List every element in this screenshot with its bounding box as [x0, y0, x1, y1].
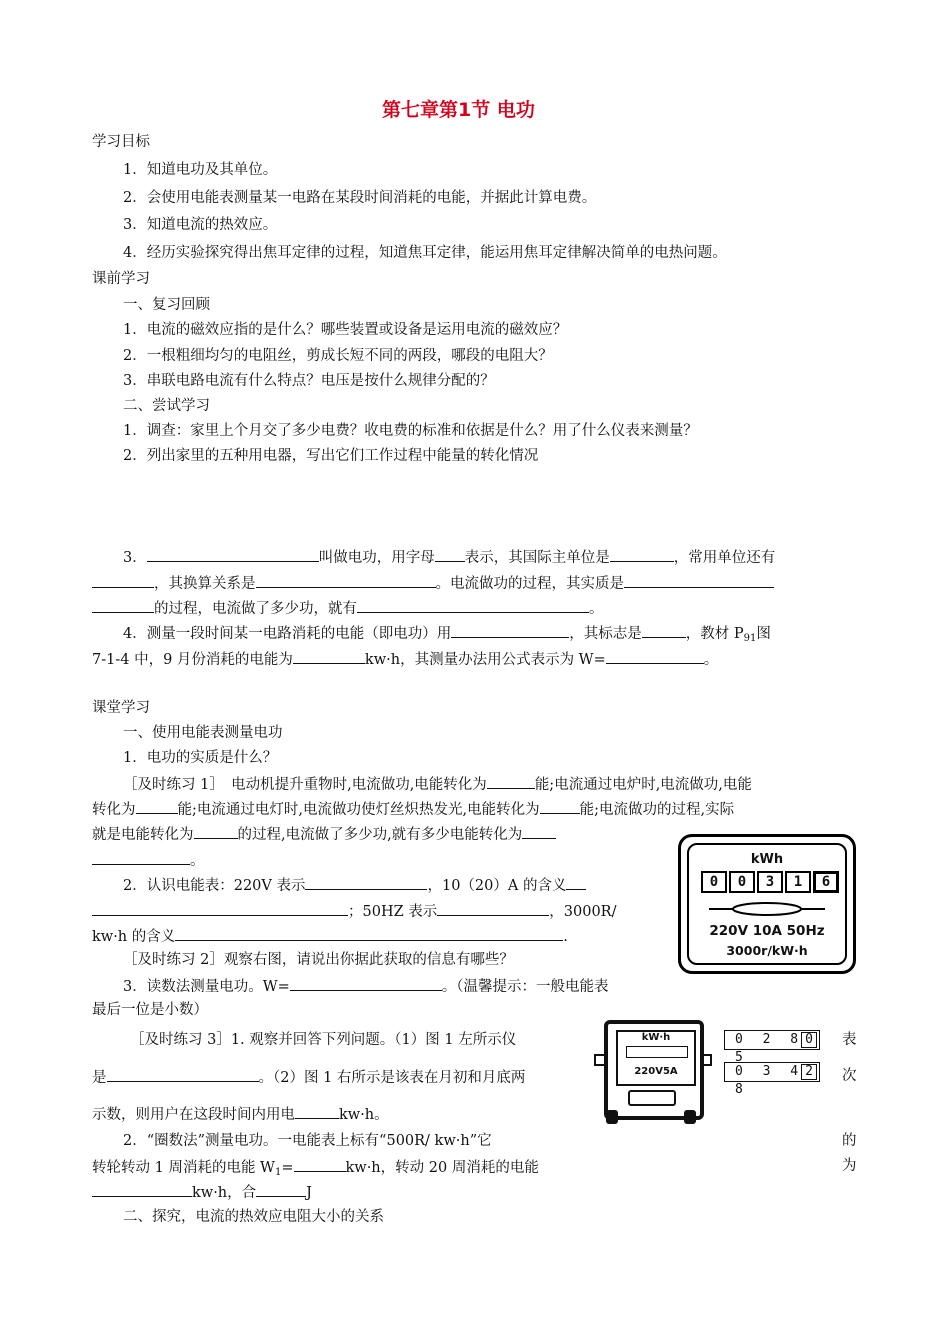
- blank[interactable]: [294, 1156, 346, 1172]
- meter-unit-label: kW·h: [641, 1032, 671, 1043]
- reading-decimal: 2: [801, 1064, 817, 1080]
- exercise-3-line1: ［及时练习 3］1. 观察并回答下列问题。（1）图 1 左所示仪: [130, 1032, 517, 1048]
- try-item: 2．列出家里的五种用电器，写出它们工作过程中能量的转化情况: [123, 448, 539, 464]
- ring-method-line1: 2．“圈数法”测量电功。一电能表上标有“500R/ kw·h”它: [123, 1133, 492, 1149]
- question-3-line1: 3． 叫做电功，用字母 表示，其国际主单位是 ，常用单位还有: [123, 546, 775, 568]
- classroom-heading: 课堂学习: [92, 700, 150, 716]
- classroom-question-2-line3: kw·h 的含义 .: [92, 925, 568, 947]
- blank[interactable]: [522, 823, 556, 839]
- reading-decimal: 0: [801, 1032, 817, 1048]
- blank[interactable]: [92, 900, 348, 916]
- meter-digit-display: [701, 871, 839, 893]
- meter-rating: 220V 10A 50Hz: [709, 923, 825, 939]
- blank[interactable]: [290, 975, 442, 991]
- meter-leg-icon: [684, 1110, 696, 1124]
- exercise-3-line2-end: 次: [842, 1068, 857, 1084]
- meter-digit: 0: [729, 871, 755, 893]
- exercise-3-line2: 是 。（2）图 1 右所示是该表在月初和月底两: [92, 1066, 525, 1088]
- exercise-2: ［及时练习 2］观察右图，请说出你据此获取的信息有哪些？: [123, 952, 514, 968]
- meter-leg-icon: [606, 1110, 618, 1124]
- classroom-question-2-line1: 2．认识电能表：220V 表示 ，10（20）A 的含义: [123, 874, 586, 896]
- meter-rating: 220V5A: [634, 1066, 678, 1077]
- goal-item: 1．知道电功及其单位。: [123, 162, 278, 178]
- meter-digit: 0: [701, 871, 727, 893]
- blank[interactable]: [610, 546, 674, 562]
- exercise-3-line1-end: 表: [842, 1032, 857, 1048]
- meter-reading-start: [724, 1030, 820, 1065]
- meter-unit-label: kWh: [750, 852, 784, 867]
- goal-item: 4．经历实验探究得出焦耳定律的过程，知道焦耳定律，能运用焦耳定律解决简单的电热问题。: [123, 245, 727, 261]
- page-title: 第七章第1节 电功: [382, 99, 535, 121]
- meter-digit-decimal: 6: [813, 871, 839, 893]
- terminal-box: [628, 1090, 676, 1106]
- rotating-disc-icon: [709, 901, 825, 917]
- meter-device-figure: [592, 1012, 716, 1124]
- exercise-1-line3: 就是电能转化为 的过程,电流做了多少功,就有多少电能转化为: [92, 823, 556, 845]
- classroom-question-3-line1: 3．读数法测量电功。W= 。（温馨提示：一般电能表: [123, 975, 609, 997]
- blank[interactable]: [435, 546, 465, 562]
- blank[interactable]: [606, 648, 704, 664]
- ring-method-line1-end: 的: [842, 1133, 857, 1149]
- blank[interactable]: [92, 1181, 192, 1197]
- question-3-line2: ，其换算关系是 。电流做功的过程，其实质是: [92, 572, 774, 594]
- prestudy-heading: 课前学习: [92, 271, 150, 287]
- blank[interactable]: [256, 1181, 306, 1197]
- blank[interactable]: [305, 874, 427, 890]
- meter-digit: 3: [757, 871, 783, 893]
- blank[interactable]: [147, 546, 319, 562]
- blank[interactable]: [295, 1103, 339, 1119]
- meter-body: [604, 1020, 704, 1120]
- review-heading: 一、复习回顾: [123, 297, 210, 313]
- classroom-question-2-line2: ；50HZ 表示 ，3000R/: [92, 900, 617, 922]
- section-2-heading: 二、探究，电流的热效应电阻大小的关系: [123, 1209, 384, 1225]
- meter-digit: 1: [785, 871, 811, 893]
- meter-window: [616, 1030, 696, 1086]
- try-heading: 二、尝试学习: [123, 398, 210, 414]
- blank[interactable]: [624, 572, 774, 588]
- blank[interactable]: [107, 1066, 259, 1082]
- blank[interactable]: [136, 798, 178, 814]
- try-item: 1．调查：家里上个月交了多少电费？收电费的标准和依据是什么？用了什么仪表来测量？: [123, 423, 698, 439]
- blank[interactable]: [566, 874, 586, 890]
- question-4-line2: 7-1-4 中，9 月份消耗的电能为 kw·h，其测量办法用公式表示为 W= 。: [92, 648, 718, 670]
- blank[interactable]: [642, 622, 686, 638]
- reading-digits: 0 3 4 8: [735, 1064, 805, 1097]
- goal-item: 2．会使用电能表测量某一电路在某段时间消耗的电能，并据此计算电费。: [123, 190, 597, 206]
- ring-method-line3: kw·h，合 J: [92, 1181, 312, 1203]
- question-4-line1: 4．测量一段时间某一电路消耗的电能（即电功）用 ，其标志是 ，教材 $P_{91}$图: [123, 622, 771, 649]
- meter-panel: [687, 843, 847, 965]
- exercise-1-line1: ［及时练习 1］ 电动机提升重物时,电流做功,电能转化为 能;电流通过电炉时,电流做功,电能: [123, 773, 752, 795]
- blank[interactable]: [256, 572, 436, 588]
- ring-method-line2-end: 为: [842, 1158, 857, 1174]
- classroom-question-3-line2: 最后一位是小数）: [92, 1002, 208, 1018]
- blank[interactable]: [451, 622, 569, 638]
- exercise-1-line2: 转化为 能;电流通过电灯时,电流做功使灯丝炽热发光,电能转化为 能;电流做功的过程,实际: [92, 798, 734, 820]
- exercise-3-line3: 示数，则用户在这段时间内用电 kw·h。: [92, 1103, 389, 1125]
- blank[interactable]: [437, 900, 549, 916]
- blank[interactable]: [175, 925, 563, 941]
- meter-reading-end: [724, 1062, 820, 1097]
- ring-method-line2: 转轮转动 1 周消耗的电能 $W_1= kw\cdot h$，转动 20 周消耗的电能: [92, 1156, 539, 1183]
- exercise-1-line4: 。: [92, 849, 205, 871]
- goal-item: 3．知道电流的热效应。: [123, 217, 278, 233]
- review-item: 2．一根粗细均匀的电阻丝，剪成长短不同的两段，哪段的电阻大？: [123, 348, 553, 364]
- meter-constant: 3000r/kW·h: [726, 943, 808, 958]
- blank[interactable]: [92, 572, 154, 588]
- blank[interactable]: [194, 823, 238, 839]
- meter-digit-window: [626, 1046, 688, 1058]
- blank[interactable]: [540, 798, 580, 814]
- goals-heading: 学习目标: [92, 134, 150, 150]
- electric-meter-figure: [678, 834, 856, 974]
- blank[interactable]: [92, 597, 154, 613]
- review-item: 1．电流的磁效应指的是什么？哪些装置或设备是运用电流的磁效应？: [123, 322, 568, 338]
- question-3-line3: 的过程，电流做了多少功，就有 。: [92, 597, 604, 619]
- blank[interactable]: [357, 597, 589, 613]
- blank[interactable]: [487, 773, 535, 789]
- section-1-heading: 一、使用电能表测量电功: [123, 725, 283, 741]
- blank[interactable]: [293, 648, 365, 664]
- reading-digits: 0 2 8 5: [735, 1032, 805, 1065]
- review-item: 3．串联电路电流有什么特点？电压是按什么规律分配的？: [123, 373, 495, 389]
- classroom-question-1: 1．电功的实质是什么？: [123, 750, 278, 766]
- blank[interactable]: [92, 849, 190, 865]
